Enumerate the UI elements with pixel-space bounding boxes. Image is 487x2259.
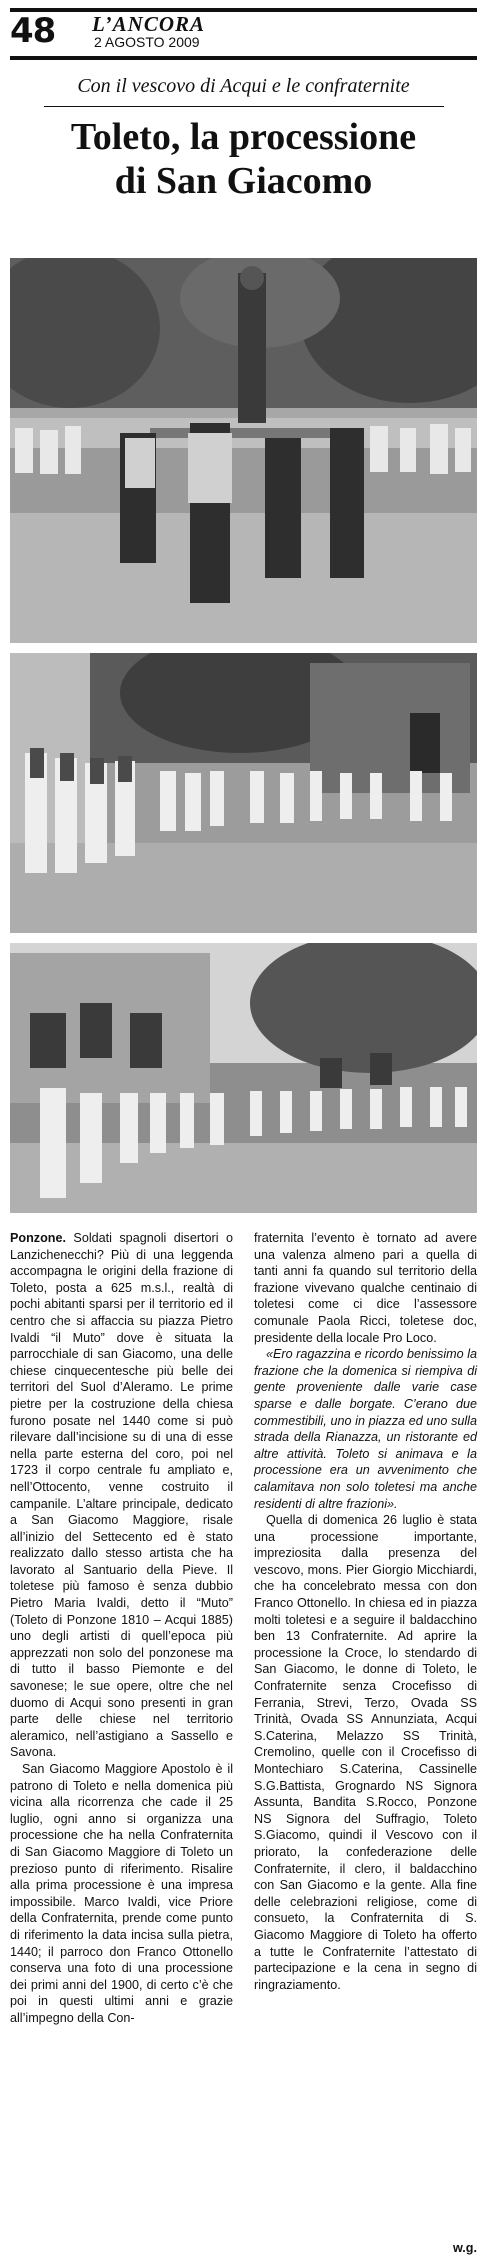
headline-line-2: di San Giacomo	[114, 160, 373, 202]
kicker: Con il vescovo di Acqui e le confraternite	[77, 75, 410, 97]
masthead-rule	[10, 56, 477, 60]
article-column-left	[10, 1230, 233, 2027]
article-lead: Ponzone.	[10, 1231, 66, 1245]
headline-line-1: Toleto, la processione	[70, 116, 417, 158]
article-paragraph	[10, 1230, 233, 1761]
page-number: 48	[10, 11, 56, 51]
photo-confraternity-members	[10, 653, 477, 933]
article-quote: «Ero ragazzina e ricordo benissimo la frazione che la domenica si riempiva di gente proveniente dalle varie case sparse e dalle borgate. C’erano due commestibili, uno in piazza ed uno sulla strada della Rianazza, un ristorante ed altre attività. Toleto si animava e la processione era un avvenimento che calamitava non solo toletesi ma anche residenti di altre frazioni».	[254, 1347, 477, 1511]
article-body	[10, 1230, 477, 2255]
kicker-rule	[44, 106, 444, 107]
photo-procession-statue	[10, 258, 477, 643]
article-text: Soldati spagnoli disertori o Lanzichenecchi? Più di una leggenda accompagna le origini della frazione di Toleto, posta a 625 m.s.l., realtà di pochi abitanti sparsi per il territorio ed il centro che si affaccia su piazza Pietro Ivaldi “il Muto” dove è situata la parrocchiale di san Giacomo, una delle chiese cinquecentesche più belle dei territori del Suol d’Aleramo. Le prime pietre per la costruzione della chiesa furono posate nel 1440 come si può rilevare dall’incisione su di una di esse nella parte esterna del coro, poi nel 1723 il corpo centrale fu ampliato e, nell’Ottocento, venne costruito il campanile. L’altare principale, dedicato a San Giacomo Maggiore, risale all’inizio del Settecento ed è stato realizzato dallo stesso artista che ha lavorato al Santuario della Pieve. Il toletese più famoso è senza dubbio Pietro Maria Ivaldi, detto il “Muto” (Toleto di Ponzone 1810 – Acqui 1885) uno degli artisti di quell’epoca più apprezzati non solo del ponzonese ma di tutto il basso Piemonte e del savonese; le sue opere, oltre che nel duomo di Acqui sono presenti in gran parte delle chiese nel territorio aleramico, nell’astigiano a Sassello e Savona.	[10, 1231, 233, 1760]
article-paragraph: San Giacomo Maggiore Apostolo è il patrono di Toleto e nella domenica più vicina alla ricorrenza che cade il 25 luglio, ogni anno si organizza una processione che ha nella Confraternita di San Giacomo Maggiore di Toleto un prezioso punto di riferimento. Risalire alla prima processione è una impresa impossibile. Marco Ivaldi, vice Priore della Confraternita, prende come punto di riferimento la data incisa sulla pietra, 1440; il parroco don Franco Ottonello conserva una foto di una processione dei primi anni del 1900, di certo c’è che poi in questi ultimi anni e grazie all’impegno della Con-	[10, 1762, 233, 2025]
article-paragraph: Quella di domenica 26 luglio è stata una processione importante, impreziosita dalla presenza del vescovo, mons. Pier Giorgio Micchiardi, che ha concelebrato messa con don Franco Ottonello. In chiesa ed in piazza molti toletesi e a seguire il baldacchino ben 13 Confraternite. Ad aprire la processione la Croce, lo stendardo di San Giacomo, le donne di Toleto, le Confraternite senza Crocefisso di Ferrania, Strevi, Terzo, Ovada SS Trinità, Ovada SS Annunziata, Acqui S.Caterina, Melazzo SS Trinità, Cremolino, quelle con il Crocefisso di Montechiaro S.Caterina, Cassinelle S.G.Battista, Grognardo NS Signora Assunta, Bandita S.Rocco, Ponzone NS Signora del Suffragio, Toleto S.Giacomo, quindi il Vescovo con il priorato, la confederazione delle Confraternite, il clero, il baldacchino con San Giacomo e la gente. Alla fine delle celebrazioni religiose, come di consueto, la Confraternita di S. Giacomo Maggiore di Toleto ha offerto a tutte le Confraternite l’attestato di partecipazione e la cena in segno di ringraziamento.	[254, 1513, 477, 1992]
masthead	[10, 8, 477, 50]
headline	[10, 115, 477, 203]
photo-procession-banners	[10, 943, 477, 1213]
article-column-right	[254, 1230, 477, 1993]
article-paragraph: fraternita l’evento è tornato ad avere una valenza almeno pari a quella di tanti anni fa quando sul territorio della frazione vivevano qualche centinaio di toletesi come ci dice l’assessore comunale Paola Ricci, toletese doc, presidente della locale Pro Loco.	[254, 1231, 477, 1345]
newspaper-page	[10, 8, 477, 2255]
issue-date: 2 AGOSTO 2009	[94, 34, 200, 50]
author-signature: w.g.	[452, 2241, 477, 2255]
publication-name: L’ANCORA	[92, 12, 206, 36]
